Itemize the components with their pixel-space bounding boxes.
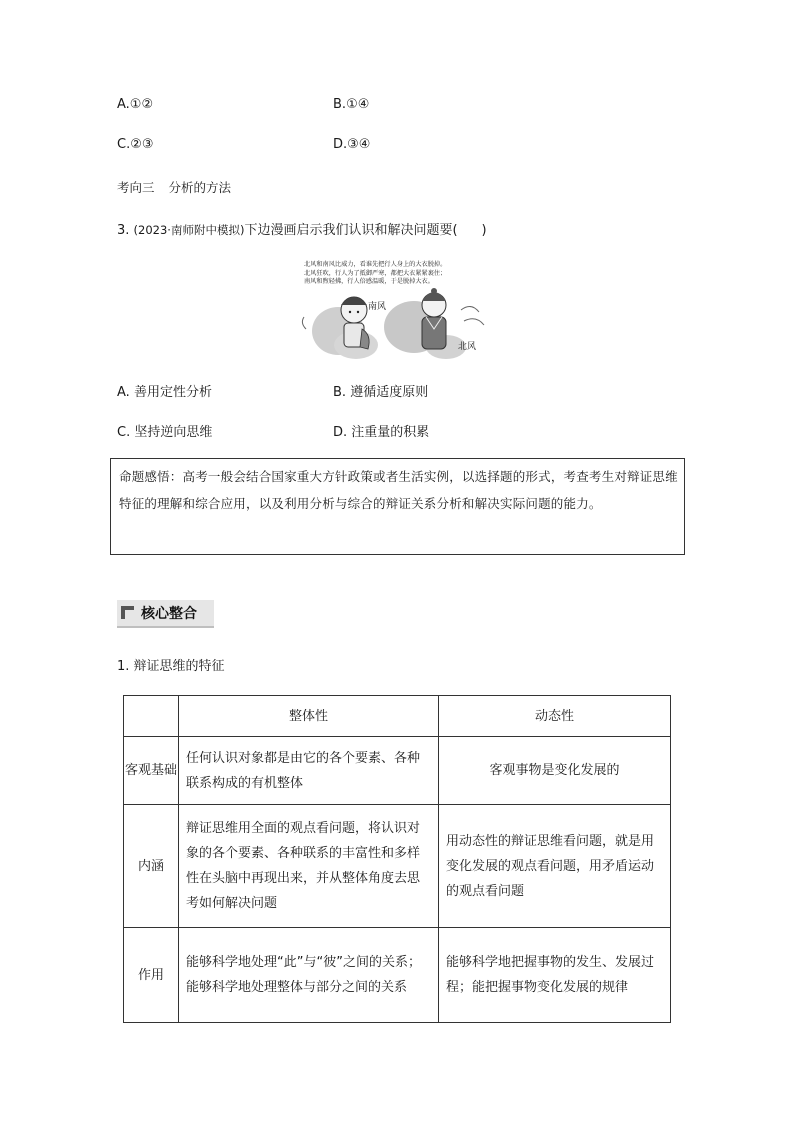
dialectical-thinking-table [123, 695, 671, 1023]
dynamic-cell: 能够科学地把握事物的发生、发展过程；能把握事物变化发展的规律 [439, 928, 671, 1023]
row-label: 内涵 [124, 805, 179, 928]
item-1-heading [117, 655, 225, 674]
holistic-cell: 辩证思维用全面的观点看问题，将认识对象的各个要素、各种联系的丰富性和多样性在头脑中再现出来，并从整体角度去思考如何解决问题 [179, 805, 439, 928]
row-label: 作用 [124, 928, 179, 1023]
question-number: 3. [117, 223, 130, 238]
section-label: 考向三 [117, 180, 155, 195]
table-row [124, 928, 671, 1023]
question-text: 下边漫画启示我们认识和解决问题要( [244, 223, 458, 238]
exam-insight-box [110, 458, 685, 555]
q2-option-c [117, 137, 154, 152]
item-number: 1. [117, 659, 130, 674]
q3-option-a [117, 381, 212, 400]
option-text: 善用定性分析 [133, 385, 212, 400]
exam-insight-body: 高考一般会结合国家重大方针政策或者生活实例，以选择题的形式，考查考生对辩证思维特征的理解和综合应用，以及利用分析与综合的辩证关系分析和解决实际问题的能力。 [119, 469, 678, 511]
dynamic-cell: 客观事物是变化发展的 [439, 737, 671, 805]
item-title: 辩证思维的特征 [133, 659, 225, 674]
q3-option-d [333, 421, 429, 440]
label-south-wind: 南风 [368, 302, 387, 312]
option-text: ③④ [347, 137, 371, 152]
table-row [124, 737, 671, 805]
table-header-cell [124, 696, 179, 737]
label-north-wind: 北风 [458, 342, 477, 352]
q3-option-c [117, 421, 212, 440]
option-text: 坚持逆向思维 [134, 425, 213, 440]
q2-option-a [117, 97, 153, 112]
option-text: ①② [129, 97, 154, 112]
dynamic-cell: 用动态性的辩证思维看问题，就是用变化发展的观点看问题，用矛盾运动的观点看问题 [439, 805, 671, 928]
comic-caption-line: 北风和南风比威力，看谁先把行人身上的大衣脱掉。 [304, 261, 447, 268]
holistic-cell: 任何认识对象都是由它的各个要素、各种联系构成的有机整体 [179, 737, 439, 805]
option-letter: B. [333, 97, 347, 112]
option-text: 注重量的积累 [351, 425, 430, 440]
exam-insight-text [119, 463, 679, 517]
core-section-tag [117, 600, 214, 628]
answer-blank-close: ) [481, 223, 487, 238]
table-row [124, 805, 671, 928]
exam-insight-label: 命题感悟： [119, 469, 183, 484]
table-header-row [124, 696, 671, 737]
option-text: 遵循适度原则 [350, 385, 429, 400]
section-heading [117, 178, 231, 196]
row-label: 客观基础 [124, 737, 179, 805]
comic-illustration [296, 255, 508, 360]
comic-caption-line: 南风和煦轻拂，行人倍感温暖，于是脱掉大衣。 [304, 278, 434, 285]
section-corner-icon [121, 606, 134, 619]
option-letter: D. [333, 425, 348, 440]
table-header-cell: 动态性 [439, 696, 671, 737]
comic-caption-line: 北风狂吹，行人为了抵御严寒，都把大衣紧紧裹住； [304, 269, 447, 277]
core-section-title: 核心整合 [141, 606, 197, 622]
option-letter: C. [117, 425, 131, 440]
question-3-stem [117, 219, 487, 238]
q2-option-b [333, 97, 369, 112]
holistic-cell: 能够科学地处理“此”与“彼”之间的关系；能够科学地处理整体与部分之间的关系 [179, 928, 439, 1023]
option-letter: B. [333, 385, 347, 400]
option-text: ②③ [130, 137, 154, 152]
question-source: (2023·南师附中模拟) [133, 223, 245, 237]
option-letter: D. [333, 137, 348, 152]
option-letter: A. [117, 97, 130, 112]
table-header-cell: 整体性 [179, 696, 439, 737]
q3-option-b [333, 381, 428, 400]
option-text: ①④ [346, 97, 370, 112]
section-title: 分析的方法 [168, 180, 232, 195]
option-letter: C. [117, 137, 131, 152]
comic-drawing [296, 255, 508, 360]
q2-option-d [333, 137, 370, 152]
option-letter: A. [117, 385, 130, 400]
